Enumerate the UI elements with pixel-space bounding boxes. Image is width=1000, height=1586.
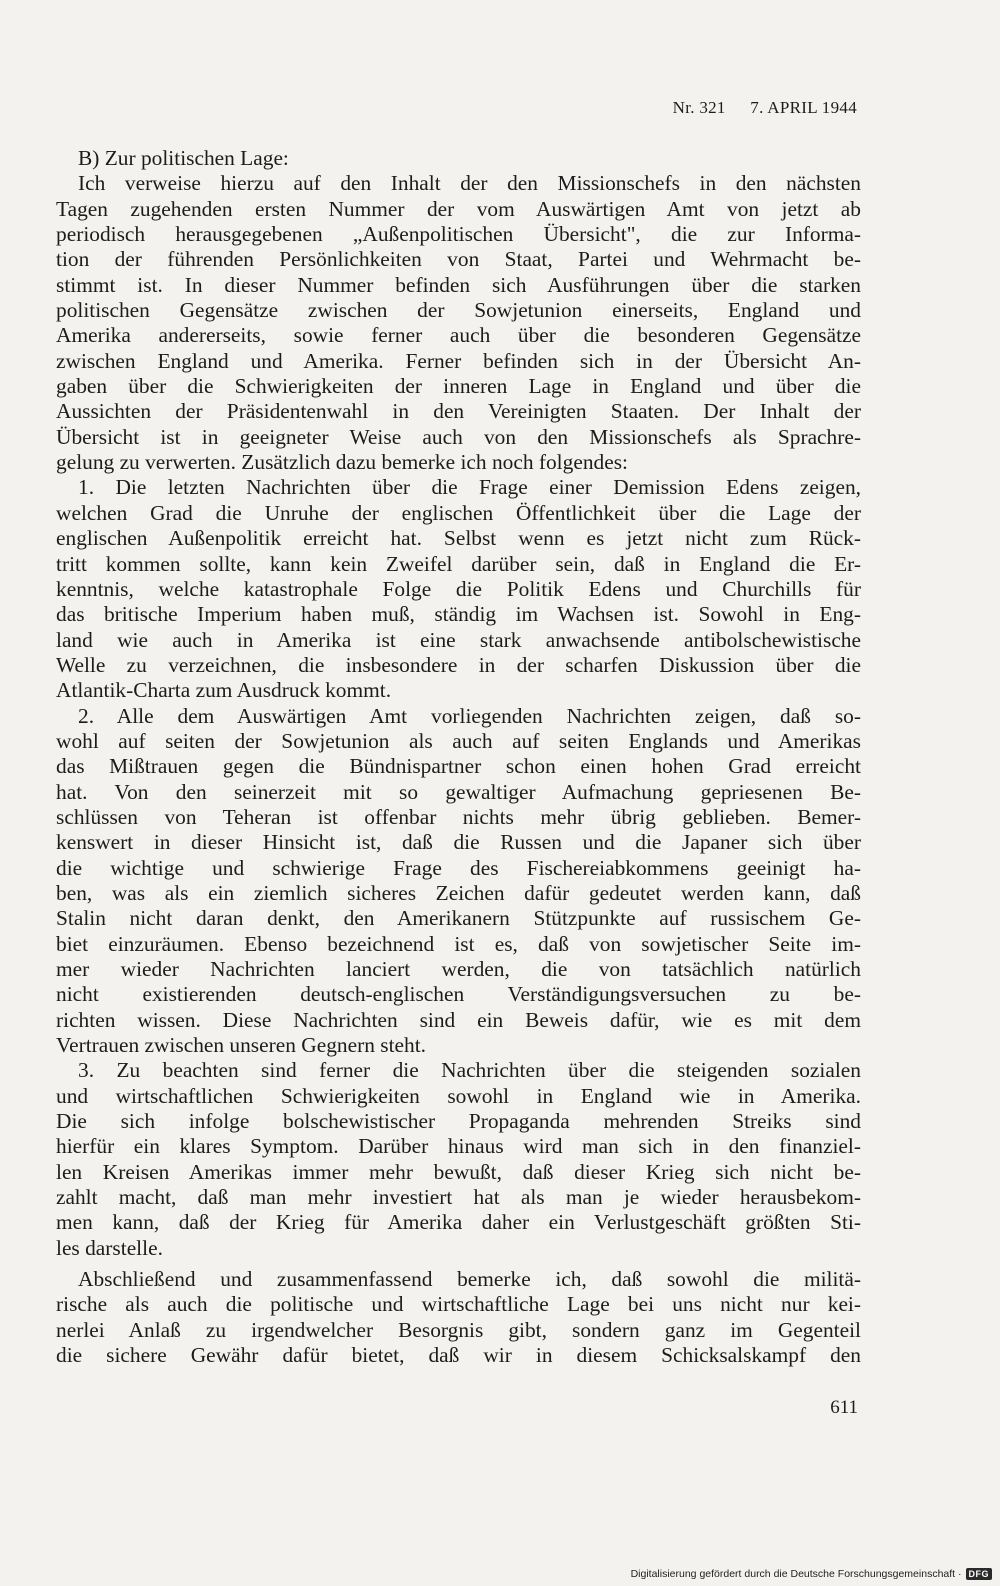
text-line: land wie auch in Amerika ist eine stark anwachsende antibolschewistische [56,627,861,652]
text-line: tritt kommen sollte, kann kein Zweifel darüber sein, daß in England die Er- [56,551,861,576]
text-line: stimmt ist. In dieser Nummer befinden sich Ausführungen über die starken [56,272,861,297]
text-line: kenswert in dieser Hinsicht ist, daß die Russen und die Japaner sich über [56,830,861,855]
text-line: hierfür ein klares Symptom. Darüber hinaus wird man sich in den finanziel- [56,1134,861,1159]
document-date: 7. APRIL 1944 [750,98,857,117]
text-line: B) Zur politischen Lage: [78,146,289,170]
text-line: Abschließend und zusammenfassend bemerke ich, daß sowohl die militä- [78,1267,861,1292]
text-line: richten wissen. Diese Nachrichten sind ein Beweis dafür, wie es mit dem [56,1007,861,1032]
text-line: 1. Die letzten Nachrichten über die Frage einer Demission Edens zeigen, [78,475,861,500]
body-text [56,146,861,1369]
text-line: wohl auf seiten der Sowjetunion als auch auf seiten Englands und Amerikas [56,728,861,753]
text-line: ben, was als ein ziemlich sicheres Zeichen dafür gedeutet werden kann, daß [56,880,861,905]
text-line: biet einzuräumen. Ebenso bezeichnend ist es, daß von sowjetischer Seite im- [56,931,861,956]
text-line: die wichtige und schwierige Frage des Fischereiabkommens geeinigt ha- [56,855,861,880]
text-line: Atlantik-Charta zum Ausdruck kommt. [56,678,392,703]
text-line: nerlei Anlaß zu irgendwelcher Besorgnis gibt, sondern ganz im Gegenteil [56,1317,861,1342]
text-line: men kann, daß der Krieg für Amerika daher ein Verlustgeschäft größten Sti- [56,1210,861,1235]
text-line: Amerika andererseits, sowie ferner auch über die besonderen Gegensätze [56,323,861,348]
text-line: politischen Gegensätze zwischen der Sowjetunion einerseits, England und [56,298,861,323]
text-line: Vertrauen zwischen unseren Gegnern steht. [56,1033,427,1058]
text-line: Ich verweise hierzu auf den Inhalt der den Missionschefs in den nächsten [78,171,861,196]
text-line: tion der führenden Persönlichkeiten von Staat, Partei und Wehrmacht be- [56,247,861,272]
text-line: gaben über die Schwierigkeiten der inneren Lage in England und über die [56,374,861,399]
text-line: Tagen zugehenden ersten Nummer der vom Auswärtigen Amt von jetzt ab [56,196,861,221]
text-line: kenntnis, welche katastrophale Folge die Politik Edens und Churchills für [56,576,861,601]
document-number: Nr. 321 [672,98,726,117]
text-line: 2. Alle dem Auswärtigen Amt vorliegenden Nachrichten zeigen, daß so- [78,703,861,728]
text-line: zahlt macht, daß man mehr investiert hat als man je wieder herausbekom- [56,1185,861,1210]
dfg-logo: DFG [966,1568,993,1580]
text-line: welchen Grad die Unruhe der englischen Öffentlichkeit über die Lage der [56,500,861,525]
text-line: periodisch herausgegebenen „Außenpolitischen Übersicht", die zur Informa- [56,222,861,247]
text-line: les darstelle. [56,1235,163,1260]
footer-credit [631,1568,992,1580]
text-line: Stalin nicht daran denkt, den Amerikanern Stützpunkte auf russischem Ge- [56,906,861,931]
text-line: 3. Zu beachten sind ferner die Nachrichten über die steigenden sozialen [78,1058,861,1083]
text-line: schlüssen von Teheran ist offenbar nichts mehr übrig geblieben. Bemer- [56,804,861,829]
text-line: zwischen England und Amerika. Ferner befinden sich in der Übersicht An- [56,348,861,373]
page-number: 611 [830,1397,858,1418]
running-head [673,98,857,118]
text-line: nicht existierenden deutsch-englischen Verständigungsversuchen zu be- [56,982,861,1007]
text-line: rische als auch die politische und wirtschaftliche Lage bei uns nicht nur kei- [56,1292,861,1317]
text-line: gelung zu verwerten. Zusätzlich dazu bemerke ich noch folgendes: [56,450,628,475]
footer-credit-text: Digitalisierung gefördert durch die Deutsche Forschungsgemeinschaft · [630,1568,962,1580]
text-line: die sichere Gewähr dafür bietet, daß wir in diesem Schicksalskampf den [56,1343,861,1368]
text-line: Aussichten der Präsidentenwahl in den Vereinigten Staaten. Der Inhalt der [56,399,861,424]
text-line: Welle zu verzeichnen, die insbesondere in der scharfen Diskussion über die [56,652,861,677]
text-line: das britische Imperium haben muß, ständig im Wachsen ist. Sowohl in Eng- [56,602,861,627]
text-line: Die sich infolge bolschewistischer Propaganda mehrenden Streiks sind [56,1109,861,1134]
text-line: das Mißtrauen gegen die Bündnispartner schon einen hohen Grad erreicht [56,754,861,779]
text-line: mer wieder Nachrichten lanciert werden, die von tatsächlich natürlich [56,957,861,981]
text-line: len Kreisen Amerikas immer mehr bewußt, daß dieser Krieg sich nicht be- [56,1159,861,1184]
text-line: englischen Außenpolitik erreicht hat. Selbst wenn es jetzt nicht zum Rück- [56,526,861,551]
text-line: hat. Von den seinerzeit mit so gewaltiger Aufmachung gepriesenen Be- [56,779,861,804]
text-line: Übersicht ist in geeigneter Weise auch von den Missionschefs als Sprachre- [56,424,861,449]
text-line: und wirtschaftlichen Schwierigkeiten sowohl in England wie in Amerika. [56,1083,861,1108]
